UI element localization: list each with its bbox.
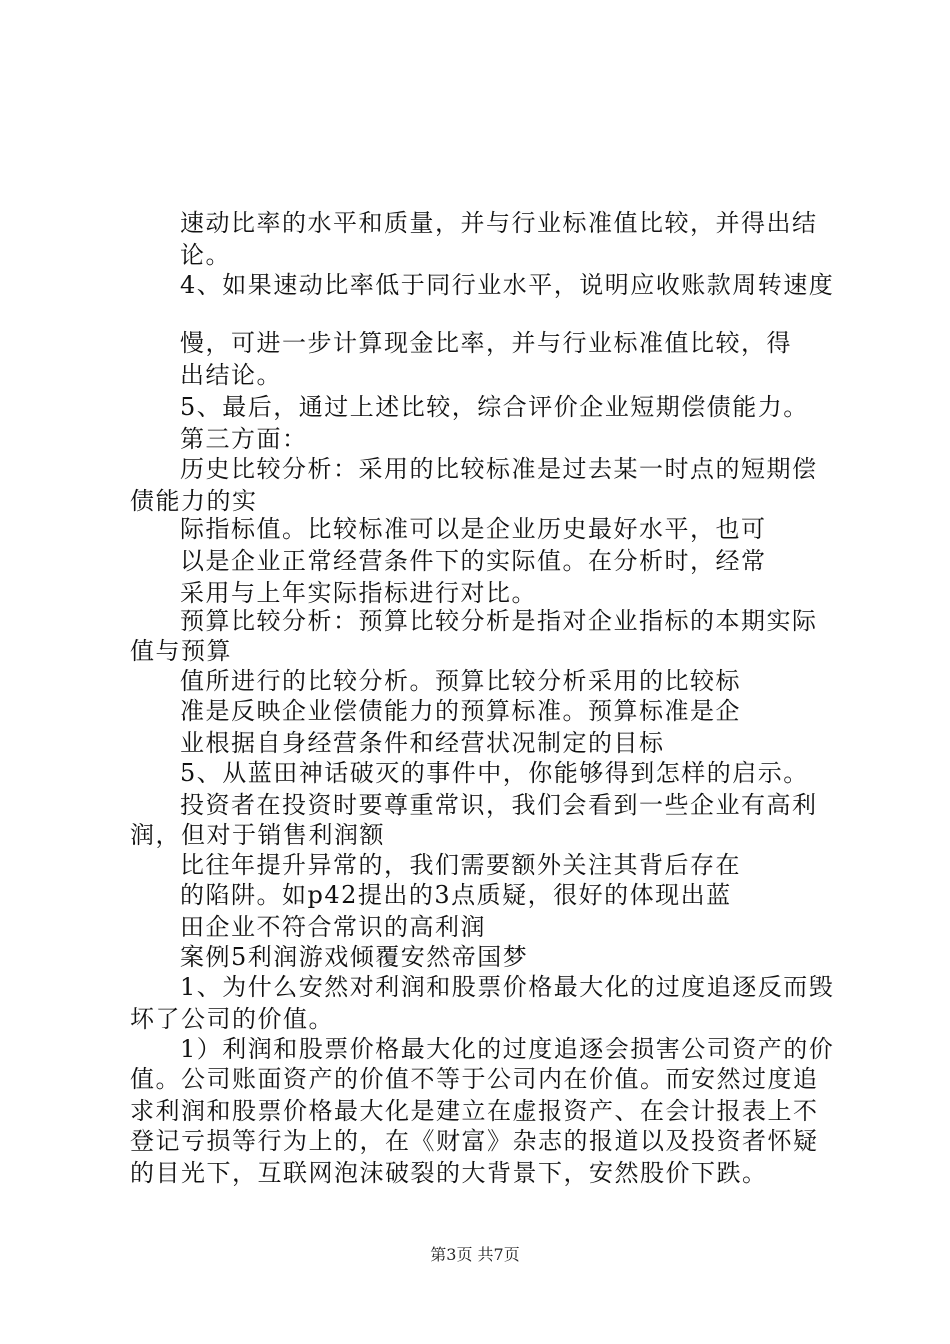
text-line: 登记亏损等行为上的，在《财富》杂志的报道以及投资者怀疑 xyxy=(130,1127,819,1155)
text-line: 债能力的实 xyxy=(130,487,258,515)
text-line: 1、为什么安然对利润和股票价格最大化的过度追逐反而毁 xyxy=(180,973,835,1001)
text-line: 4、如果速动比率低于同行业水平，说明应收账款周转速度 xyxy=(180,271,835,299)
text-line: 5、最后，通过上述比较，综合评价企业短期偿债能力。 xyxy=(180,393,809,421)
text-line: 慢，可进一步计算现金比率，并与行业标准值比较，得 xyxy=(180,329,792,357)
section-heading: 第三方面： xyxy=(180,425,308,453)
text-line: 润，但对于销售利润额 xyxy=(130,821,385,849)
case-heading: 案例5利润游戏倾覆安然帝国梦 xyxy=(180,943,529,971)
text-line: 比往年提升异常的，我们需要额外关注其背后存在 xyxy=(180,851,741,879)
text-line: 值。公司账面资产的价值不等于公司内在价值。而安然过度追 xyxy=(130,1065,819,1093)
text-line: 际指标值。比较标准可以是企业历史最好水平，也可 xyxy=(180,515,767,543)
text-line: 坏了公司的价值。 xyxy=(130,1005,334,1033)
text-line: 准是反映企业偿债能力的预算标准。预算标准是企 xyxy=(180,697,741,725)
page-footer: 第3页 共7页 xyxy=(430,1245,520,1264)
text-line: 1）利润和股票价格最大化的过度追逐会损害公司资产的价 xyxy=(180,1035,835,1063)
text-line: 求利润和股票价格最大化是建立在虚报资产、在会计报表上不 xyxy=(130,1097,819,1125)
text-line: 速动比率的水平和质量，并与行业标准值比较，并得出结 xyxy=(180,209,818,237)
text-line: 值所进行的比较分析。预算比较分析采用的比较标 xyxy=(180,667,741,695)
text-line: 出结论。 xyxy=(180,361,282,389)
text-line: 预算比较分析：预算比较分析是指对企业指标的本期实际 xyxy=(180,607,818,635)
text-line: 的目光下，互联网泡沫破裂的大背景下，安然股价下跌。 xyxy=(130,1159,768,1187)
text-line: 以是企业正常经营条件下的实际值。在分析时，经常 xyxy=(180,547,767,575)
text-line: 的陷阱。如p42提出的3点质疑，很好的体现出蓝 xyxy=(180,881,732,909)
text-line: 投资者在投资时要尊重常识，我们会看到一些企业有高利 xyxy=(180,791,818,819)
text-line: 历史比较分析：采用的比较标准是过去某一时点的短期偿 xyxy=(180,455,818,483)
text-line: 采用与上年实际指标进行对比。 xyxy=(180,579,537,607)
text-line: 业根据自身经营条件和经营状况制定的目标 xyxy=(180,729,665,757)
text-line: 值与预算 xyxy=(130,637,232,665)
text-line: 5、从蓝田神话破灭的事件中，你能够得到怎样的启示。 xyxy=(180,759,809,787)
text-line: 田企业不符合常识的高利润 xyxy=(180,913,486,941)
text-line: 论。 xyxy=(180,241,231,269)
